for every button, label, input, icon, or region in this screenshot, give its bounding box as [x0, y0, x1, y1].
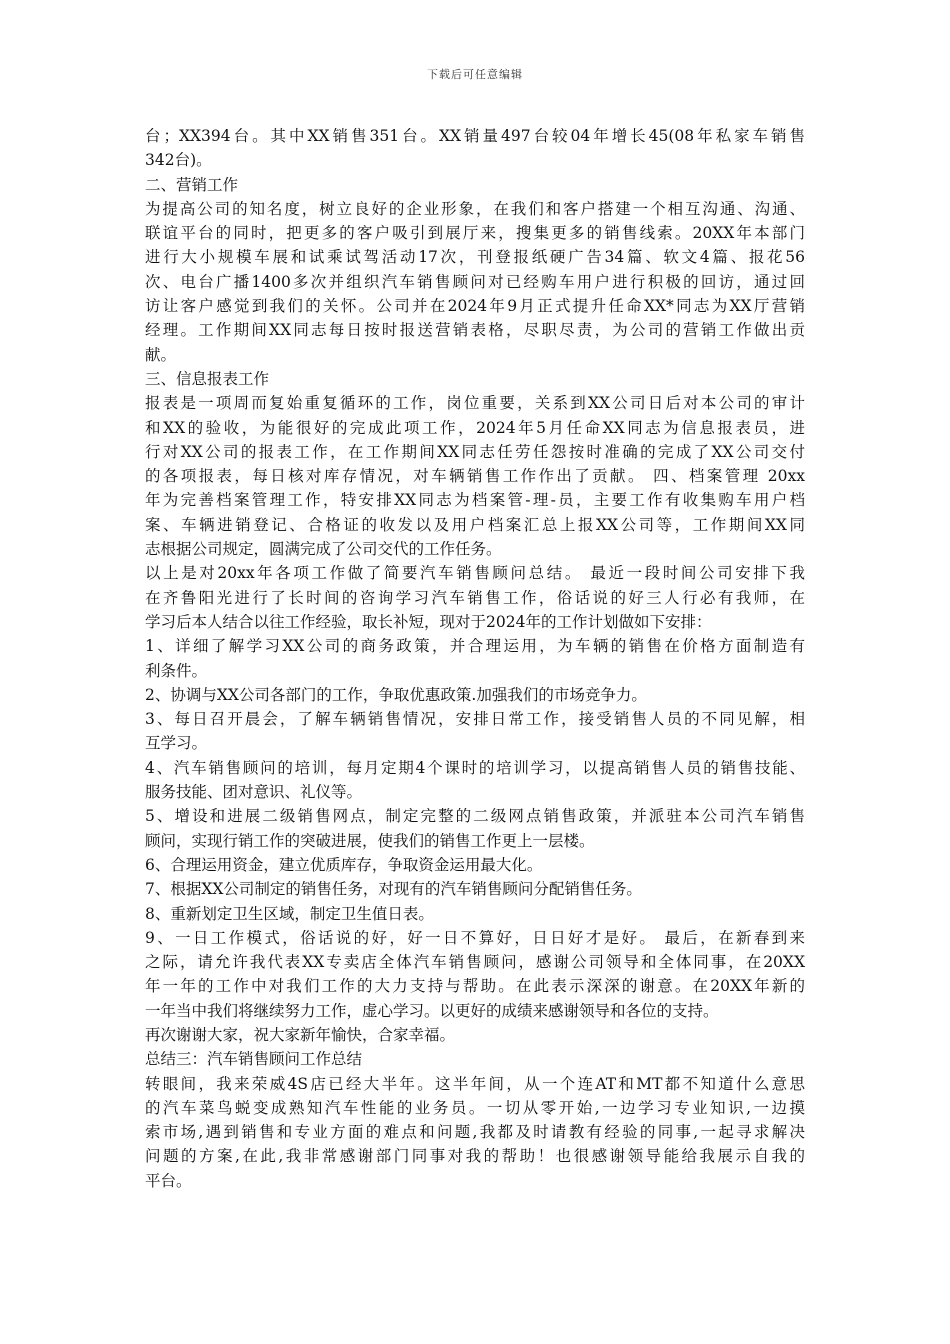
text-line: 的汽车菜鸟蜕变成熟知汽车性能的业务员。一切从零开始,一边学习专业知识,一边摸	[145, 1098, 805, 1117]
text-line: 平台。	[145, 1171, 192, 1190]
text-line: 在齐鲁阳光进行了长时间的咨询学习汽车销售工作，俗话说的好三人行必有我师，在	[145, 588, 805, 607]
text-line: 索市场,遇到销售和专业方面的难点和问题,我都及时请教有经验的同事,一起寻求解决	[145, 1123, 805, 1142]
text-line: 三、信息报表工作	[145, 369, 270, 388]
text-line: 342台)。	[145, 151, 212, 170]
page-header: 下载后可任意编辑	[427, 68, 523, 81]
text-line: 访让客户感觉到我们的关怀。公司并在2024年9月正式提升任命XX*同志为XX厅营销	[145, 297, 805, 316]
text-line: 为提高公司的知名度，树立良好的企业形象，在我们和客户搭建一个相互沟通、沟通、	[145, 199, 805, 218]
text-line: 献。	[145, 345, 177, 364]
text-line: 2、协调与XX公司各部门的工作，争取优惠政策.加强我们的市场竞争力。	[145, 685, 647, 704]
text-line: 二、营销工作	[145, 175, 239, 194]
text-line: 总结三：汽车销售顾问工作总结	[145, 1050, 363, 1069]
text-line: 转眼间，我来荣威4S店已经大半年。这半年间，从一个连AT和MT都不知道什么意思	[145, 1074, 805, 1093]
text-line: 之际，请允许我代表XX专卖店全体汽车销售顾问，感谢公司领导和全体同事，在20XX	[145, 953, 805, 972]
text-line: 以上是对20xx年各项工作做了简要汽车销售顾问总结。 最近一段时间公司安排下我	[145, 564, 805, 583]
text-line: 案、车辆进销登记、合格证的收发以及用户档案汇总上报XX公司等，工作期间XX同	[145, 515, 805, 534]
text-line: 年一年的工作中对我们工作的大力支持与帮助。在此表示深深的谢意。在20XX年新的	[145, 977, 805, 996]
text-line: 5、增设和进展二级销售网点，制定完整的二级网点销售政策，并派驻本公司汽车销售	[145, 807, 805, 826]
text-line: 4、汽车销售顾问的培训，每月定期4个课时的培训学习，以提高销售人员的销售技能、	[145, 758, 805, 777]
text-line: 进行大小规模车展和试乘试驾活动17次，刊登报纸硬广告34篇、软文4篇、报花56	[145, 248, 805, 267]
text-line: 经理。工作期间XX同志每日按时报送营销表格，尽职尽责，为公司的营销工作做出贡	[145, 321, 805, 340]
text-line: 顾问，实现行销工作的突破进展，使我们的销售工作更上一层楼。	[145, 831, 595, 850]
text-line: 次、电台广播1400多次并组织汽车销售顾问对已经购车用户进行积极的回访，通过回	[145, 272, 805, 291]
text-line: 学习后本人结合以往工作经验，取长补短，现对于2024年的工作计划做如下安排：	[145, 612, 712, 631]
text-line: 一年当中我们将继续努力工作，虚心学习。以更好的成绩来感谢领导和各位的支持。	[145, 1001, 719, 1020]
text-line: 6、合理运用资金，建立优质库存，争取资金运用最大化。	[145, 855, 543, 874]
text-line: 年为完善档案管理工作，特安排XX同志为档案管-理-员，主要工作有收集购车用户档	[145, 491, 805, 510]
text-line: 1、详细了解学习XX公司的商务政策，并合理运用，为车辆的销售在价格方面制造有	[145, 637, 805, 656]
text-line: 志根据公司规定，圆满完成了公司交代的工作任务。	[145, 540, 502, 559]
text-line: 7、根据XX公司制定的销售任务，对现有的汽车销售顾问分配销售任务。	[145, 880, 642, 899]
text-line: 台；XX394台。其中XX销售351台。XX销量497台较04年增长45(08年私家车销售	[145, 127, 805, 145]
text-line: 行对XX公司的报表工作，在工作期间XX同志任劳任怨按时准确的完成了XX公司交付	[145, 442, 805, 461]
text-line: 9、一日工作模式，俗话说的好，好一日不算好，日日好才是好。 最后，在新春到来	[145, 928, 805, 947]
text-line: 互学习。	[145, 734, 208, 753]
text-line: 报表是一项周而复始重复循环的工作，岗位重要，关系到XX公司日后对本公司的审计	[145, 394, 805, 413]
text-line: 服务技能、团对意识、礼仪等。	[145, 783, 363, 802]
text-line: 联谊平台的同时，把更多的客户吸引到展厅来，搜集更多的销售线索。20XX年本部门	[145, 224, 805, 243]
text-line: 8、重新划定卫生区域，制定卫生值日表。	[145, 904, 434, 923]
text-line: 的各项报表，每日核对库存情况，对车辆销售工作作出了贡献。 四、档案管理 20xx	[145, 467, 805, 486]
document-body	[145, 124, 805, 1193]
text-line: 3、每日召开晨会，了解车辆销售情况，安排日常工作，接受销售人员的不同见解，相	[145, 710, 805, 729]
text-line: 和XX的验收，为能很好的完成此项工作，2024年5月任命XX同志为信息报表员，进	[145, 418, 805, 437]
text-line: 利条件。	[145, 661, 208, 680]
text-line: 再次谢谢大家，祝大家新年愉快，合家幸福。	[145, 1025, 456, 1044]
text-line: 问题的方案,在此,我非常感谢部门同事对我的帮助！也很感谢领导能给我展示自我的	[145, 1147, 805, 1166]
